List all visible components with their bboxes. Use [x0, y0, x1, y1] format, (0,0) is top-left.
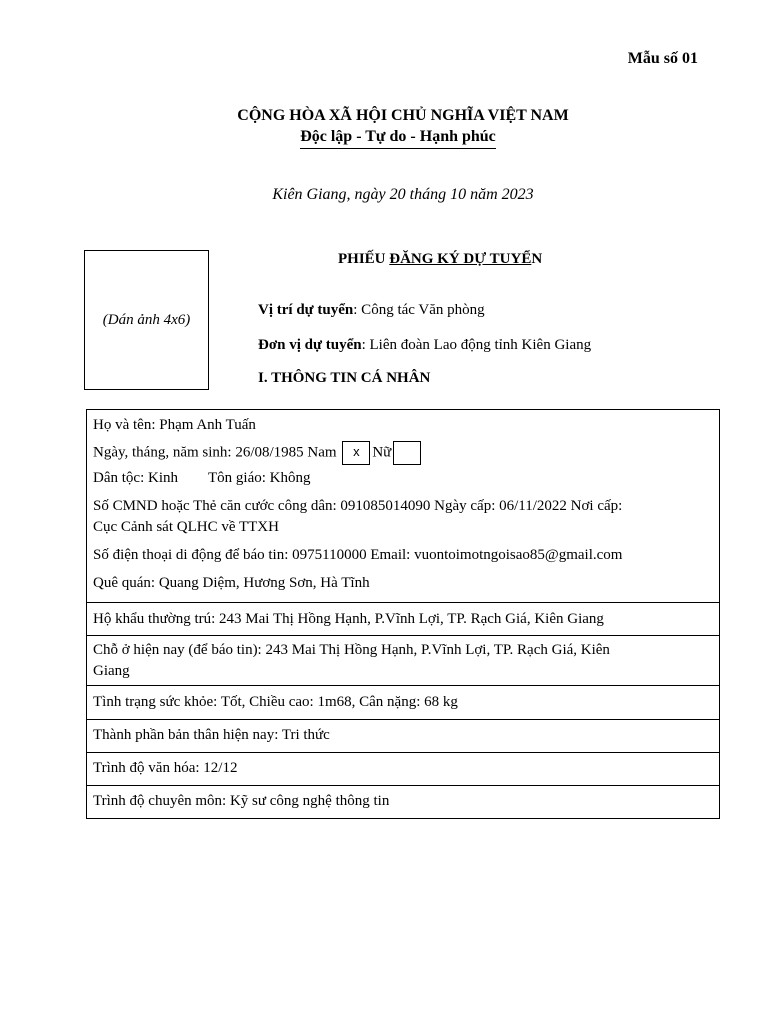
- photo-label: (Dán ảnh 4x6): [102, 311, 191, 328]
- position-line: [258, 302, 485, 319]
- social-background: Thành phần bản thân hiện nay: Tri thức: [93, 727, 330, 743]
- current-address-line-1: Chỗ ở hiện nay (để báo tin): 243 Mai Thị Hồng Hạnh, P.Vĩnh Lợi, TP. Rạch Giá, Kiên: [93, 642, 610, 658]
- unit-value: : Liên đoàn Lao động tỉnh Kiên Giang: [361, 337, 592, 353]
- table-row: [87, 720, 720, 753]
- form-title-underlined: ĐĂNG KÝ DỰ TUYỂ: [389, 251, 532, 267]
- motto-container: [0, 128, 768, 149]
- photo-placeholder: [84, 250, 209, 390]
- form-number: Mẫu số 01: [627, 50, 698, 67]
- health-cell: [87, 686, 720, 720]
- section-title: I. THÔNG TIN CÁ NHÂN: [258, 370, 431, 386]
- female-checkbox[interactable]: [393, 441, 421, 465]
- permanent-address: Hộ khẩu thường trú: 243 Mai Thị Hồng Hạnh, P.Vĩnh Lợi, TP. Rạch Giá, Kiên Giang: [93, 611, 604, 627]
- national-title: CỘNG HÒA XÃ HỘI CHỦ NGHĨA VIỆT NAM: [237, 107, 569, 124]
- id-card-line-2: Cục Cảnh sát QLHC về TTXH: [93, 519, 279, 535]
- table-row: [87, 636, 720, 686]
- date-of-birth: Ngày, tháng, năm sinh: 26/08/1985 Nam: [93, 444, 337, 461]
- form-title-suffix: N: [531, 251, 543, 267]
- unit-label: Đơn vị dự tuyển: [258, 337, 362, 353]
- id-card-line-1: Số CMND hoặc Thẻ căn cước công dân: 091085014090 Ngày cấp: 06/11/2022 Nơi cấp:: [93, 498, 623, 514]
- female-label: Nữ: [372, 444, 392, 461]
- specialty-cell: [87, 786, 720, 819]
- national-motto: Độc lập - Tự do - Hạnh phúc: [300, 128, 496, 149]
- current-address-cell: [87, 636, 720, 686]
- permanent-address-cell: [87, 603, 720, 636]
- table-row: [87, 410, 720, 603]
- personal-info-table: [86, 409, 720, 819]
- current-address-line-2: Giang: [93, 663, 130, 679]
- table-row: [87, 786, 720, 819]
- health-status: Tình trạng sức khỏe: Tốt, Chiều cao: 1m68, Cân nặng: 68 kg: [93, 694, 458, 710]
- position-label: Vị trí dự tuyển: [258, 302, 354, 318]
- position-value: : Công tác Văn phòng: [353, 302, 485, 318]
- table-row: [87, 753, 720, 786]
- form-title-prefix: PHIẾU: [338, 251, 390, 267]
- dob-gender-line: [93, 441, 713, 465]
- background-cell: [87, 720, 720, 753]
- contact-line: Số điện thoại di động để báo tin: 0975110000 Email: vuontoimotngoisao85@gmail.com: [93, 547, 623, 563]
- ethnicity: Dân tộc: Kinh: [93, 470, 178, 486]
- religion: Tôn giáo: Không: [207, 470, 311, 486]
- professional-level: Trình độ chuyên môn: Kỹ sư công nghệ thông tin: [93, 793, 390, 809]
- table-row: [87, 603, 720, 636]
- full-name: Họ và tên: Phạm Anh Tuấn: [93, 417, 256, 433]
- unit-line: [258, 337, 591, 354]
- table-row: [87, 686, 720, 720]
- education-level: Trình độ văn hóa: 12/12: [93, 760, 238, 776]
- male-checkbox[interactable]: x: [342, 441, 370, 465]
- form-title: [338, 251, 542, 268]
- hometown: Quê quán: Quang Diệm, Hương Sơn, Hà Tĩnh: [93, 575, 370, 591]
- place-date-line: Kiên Giang, ngày 20 tháng 10 năm 2023: [272, 186, 534, 203]
- ethnicity-religion-line: [93, 468, 713, 489]
- personal-details-cell: [87, 410, 720, 603]
- education-cell: [87, 753, 720, 786]
